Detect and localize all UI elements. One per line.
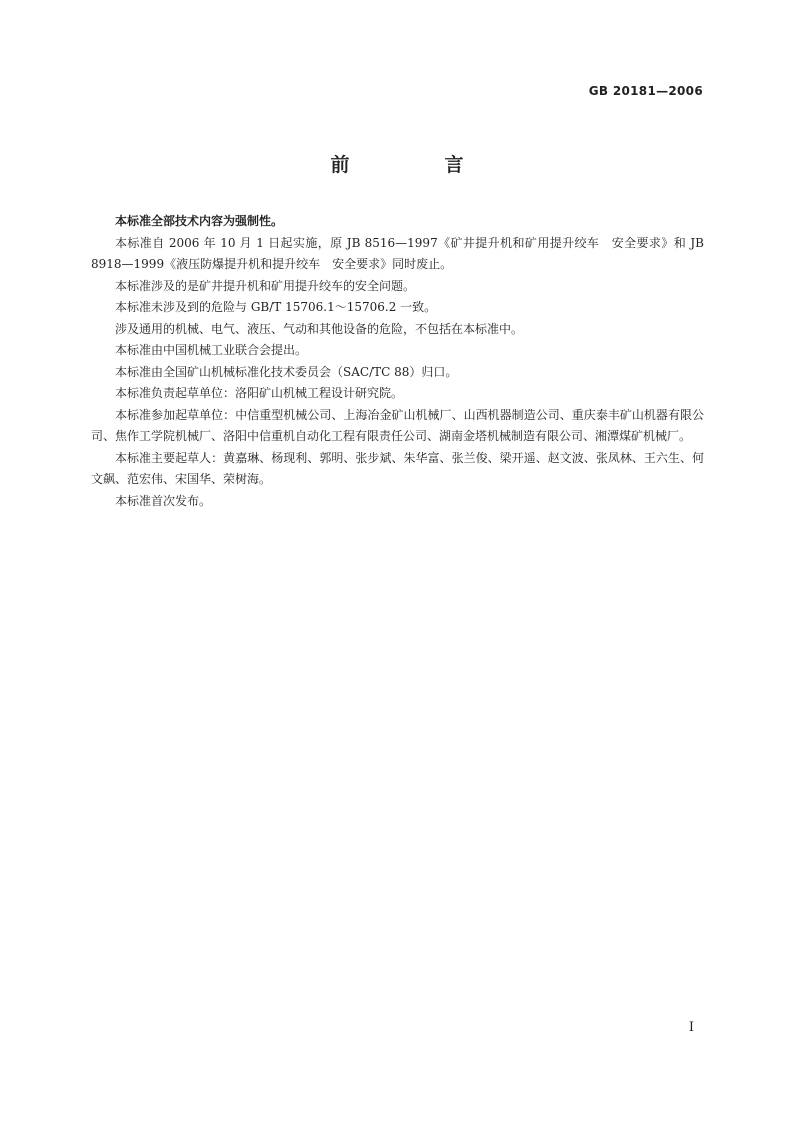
foreword-body bbox=[91, 211, 704, 512]
page-title: 前 言 bbox=[330, 154, 502, 176]
paragraph-first-release: 本标准首次发布。 bbox=[115, 493, 212, 508]
paragraph-lead-drafter: 本标准负责起草单位：洛阳矿山机械工程设计研究院。 bbox=[115, 386, 404, 400]
standard-code: GB 20181—2006 bbox=[588, 84, 703, 98]
paragraph-centralized-by: 本标准由全国矿山机械标准化技术委员会（SAC/TC 88）归口。 bbox=[115, 364, 458, 379]
paragraph-main-authors: 本标准主要起草人：黄嘉琳、杨现利、郭明、张步斌、朱华富、张兰俊、梁开遥、赵文波、张凤林、王六生、何文飙、范宏伟、宋国华、荣树海。 bbox=[91, 450, 704, 486]
paragraph-proposed-by: 本标准由中国机械工业联合会提出。 bbox=[115, 343, 308, 357]
paragraph-hazards: 本标准未涉及到的危险与 GB/T 15706.1～15706.2 一致。 bbox=[115, 300, 437, 314]
page-number: I bbox=[688, 1020, 694, 1035]
paragraph-mandatory: 本标准全部技术内容为强制性。 bbox=[115, 214, 284, 228]
paragraph-exclusions: 涉及通用的机械、电气、液压、气动和其他设备的危险，不包括在本标准中。 bbox=[115, 321, 524, 336]
paragraph-scope: 本标准涉及的是矿井提升机和矿用提升绞车的安全问题。 bbox=[115, 278, 416, 293]
paragraph-effective-date: 本标准自 2006 年 10 月 1 日起实施，原 JB 8516—1997《矿井提升机和矿用提升绞车 安全要求》和 JB 8918—1999《液压防爆提升机和提升绞车 安全要求》同时废止。 bbox=[91, 235, 704, 271]
paragraph-participating-drafters: 本标准参加起草单位：中信重型机械公司、上海冶金矿山机械厂、山西机器制造公司、重庆泰丰矿山机器有限公司、焦作工学院机械厂、洛阳中信重机自动化工程有限责任公司、湖南金塔机械制造有限公司、湘潭煤矿机械厂。 bbox=[91, 407, 704, 443]
